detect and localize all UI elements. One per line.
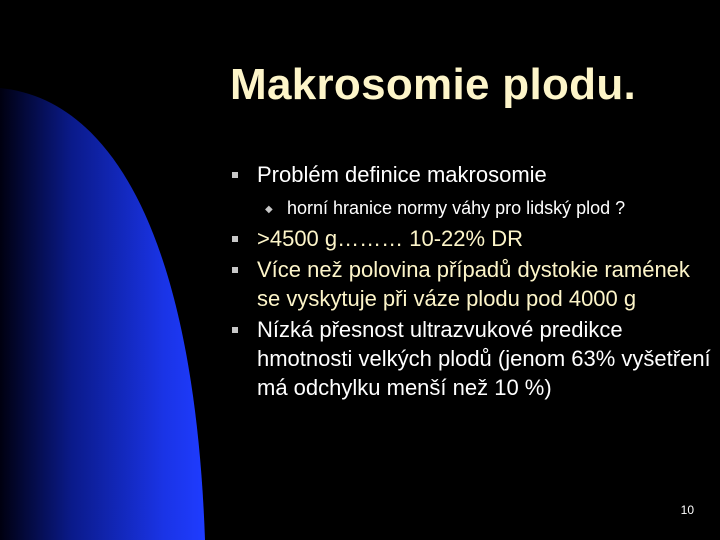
slide-title: Makrosomie plodu. — [230, 60, 637, 109]
bullet-text: Nízká přesnost ultrazvukové predikce hmotnosti velkých plodů (jenom 63% vyšetření má odchylku menší než 10 %) — [257, 317, 711, 400]
sub-bullet-text: horní hranice normy váhy pro lidský plod ? — [287, 198, 626, 218]
bullet-text: >4500 g……… 10-22% DR — [257, 226, 523, 251]
bullet-item — [232, 160, 712, 189]
bullet-item — [232, 315, 712, 402]
square-bullet-icon — [232, 327, 238, 333]
diamond-bullet-icon: ◆ — [265, 204, 273, 215]
square-bullet-icon — [232, 267, 238, 273]
bullet-item — [232, 255, 712, 313]
bullet-item — [232, 224, 712, 253]
sub-bullet-item — [232, 197, 712, 219]
square-bullet-icon — [232, 236, 238, 242]
square-bullet-icon — [232, 172, 238, 178]
bullet-text: Více než polovina případů dystokie ramének se vyskytuje při váze plodu pod 4000 g — [257, 257, 690, 311]
bullet-list — [232, 160, 712, 402]
page-number: 10 — [680, 503, 694, 517]
bullet-text: Problém definice makrosomie — [257, 162, 547, 187]
